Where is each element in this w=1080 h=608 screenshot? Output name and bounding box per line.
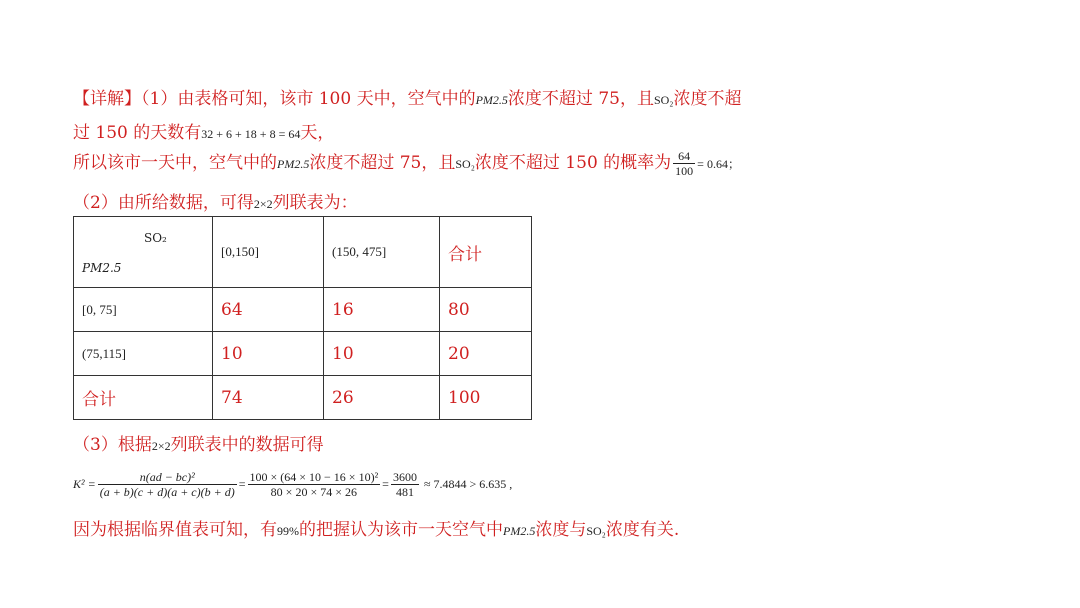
table-cell: 80: [440, 288, 532, 332]
table-cell: 20: [440, 332, 532, 376]
k-general-numerator: n(ad − bc)²: [98, 470, 237, 485]
row-header: [0, 75]: [74, 288, 213, 332]
part2-text-a: 由所给数据，可得: [117, 193, 254, 213]
confidence-percent: 99%: [277, 524, 299, 538]
part1-line2-text-b: 天，: [300, 123, 335, 143]
k-general-fraction: [98, 470, 237, 499]
conclusion-text-c: 浓度与: [535, 520, 587, 540]
part1-index: （1）: [141, 89, 178, 109]
k-squared-lhs: K² =: [73, 476, 96, 491]
probability-result: = 0.64；: [697, 157, 740, 171]
part2-line: [73, 188, 358, 213]
k-value-numerator: 100 × (64 × 10 − 16 × 10)²: [249, 469, 379, 484]
table-cell: 26: [324, 376, 440, 420]
so2-term: SO₂: [455, 157, 475, 171]
part2-index: （2）: [73, 193, 118, 213]
k-value-fraction: [248, 470, 381, 499]
table-corner-cell: [74, 217, 213, 288]
conclusion-text-d: 浓度有关.: [605, 520, 680, 540]
col-header: 合计: [440, 217, 532, 288]
probability-fraction: [673, 149, 695, 178]
part1-line3-text-a: 所以该市一天中，空气中的: [73, 153, 277, 173]
table-size-formula: 2×2: [151, 439, 171, 453]
k-result-numerator: 3600: [392, 469, 417, 484]
corner-pm25-label: PM2.5: [82, 261, 122, 275]
corner-so2-label: SO₂: [144, 231, 167, 245]
conclusion-text-b: 的把握认为该市一天空气中: [299, 520, 503, 540]
conclusion-line: [73, 515, 679, 540]
part1-text-c: 浓度不超: [673, 89, 742, 109]
part3-line: [73, 430, 324, 455]
table-cell: 10: [324, 332, 440, 376]
table-size-formula: 2×2: [253, 197, 273, 211]
part1-line1: [73, 84, 742, 109]
part2-text-b: 列联表为：: [272, 193, 358, 213]
table-cell: 10: [213, 332, 324, 376]
equals-sign: =: [382, 476, 389, 491]
table-row: [74, 288, 532, 332]
part1-line2-text-a: 过 150 的天数有: [73, 123, 202, 143]
part3-index: （3）: [73, 435, 118, 455]
table-cell: 74: [213, 376, 324, 420]
pm25-term: PM2.5: [503, 524, 536, 538]
fraction-numerator: 64: [673, 149, 695, 164]
part1-text-b: 浓度不超过 75，且: [507, 89, 654, 109]
k-comparison: ≈ 7.4844 > 6.635 ,: [423, 476, 513, 491]
conclusion-text-a: 因为根据临界值表可知，有: [73, 520, 277, 540]
part1-line3-text-b: 浓度不超过 75，且: [309, 153, 456, 173]
part3-text-b: 列联表中的数据可得: [170, 435, 324, 455]
part1-line2: [73, 118, 334, 143]
solution-label: 【详解】: [73, 89, 141, 109]
fraction-denominator: 100: [675, 164, 694, 178]
days-formula: 32 + 6 + 18 + 8 = 64: [201, 127, 301, 141]
part1-line3: [73, 148, 740, 178]
k-result-fraction: [391, 470, 419, 499]
pm25-term: PM2.5: [475, 93, 508, 107]
part1-text-a: 由表格可知，该市 100 天中，空气中的: [177, 89, 476, 109]
equals-sign: =: [238, 476, 246, 491]
k-general-denominator: (a + b)(c + d)(a + c)(b + d): [99, 484, 235, 499]
table-header-row: [74, 217, 532, 288]
table-cell: 64: [213, 288, 324, 332]
so2-term: SO₂: [653, 93, 674, 107]
table-cell: 16: [324, 288, 440, 332]
table-cell: 100: [440, 376, 532, 420]
k-result-denominator: 481: [395, 484, 414, 499]
col-header: (150, 475]: [324, 217, 440, 288]
col-header: [0,150]: [213, 217, 324, 288]
k-value-denominator: 80 × 20 × 74 × 26: [270, 484, 357, 499]
row-header: 合计: [74, 376, 213, 420]
part1-line3-text-c: 浓度不超过 150 的概率为: [474, 153, 672, 173]
table-row: [74, 376, 532, 420]
part3-text-a: 根据: [117, 435, 152, 455]
k-squared-formula: [73, 464, 512, 504]
pm25-term: PM2.5: [277, 157, 310, 171]
so2-term: SO₂: [586, 524, 606, 538]
contingency-table: [73, 216, 532, 420]
row-header: (75,115]: [74, 332, 213, 376]
table-row: [74, 332, 532, 376]
